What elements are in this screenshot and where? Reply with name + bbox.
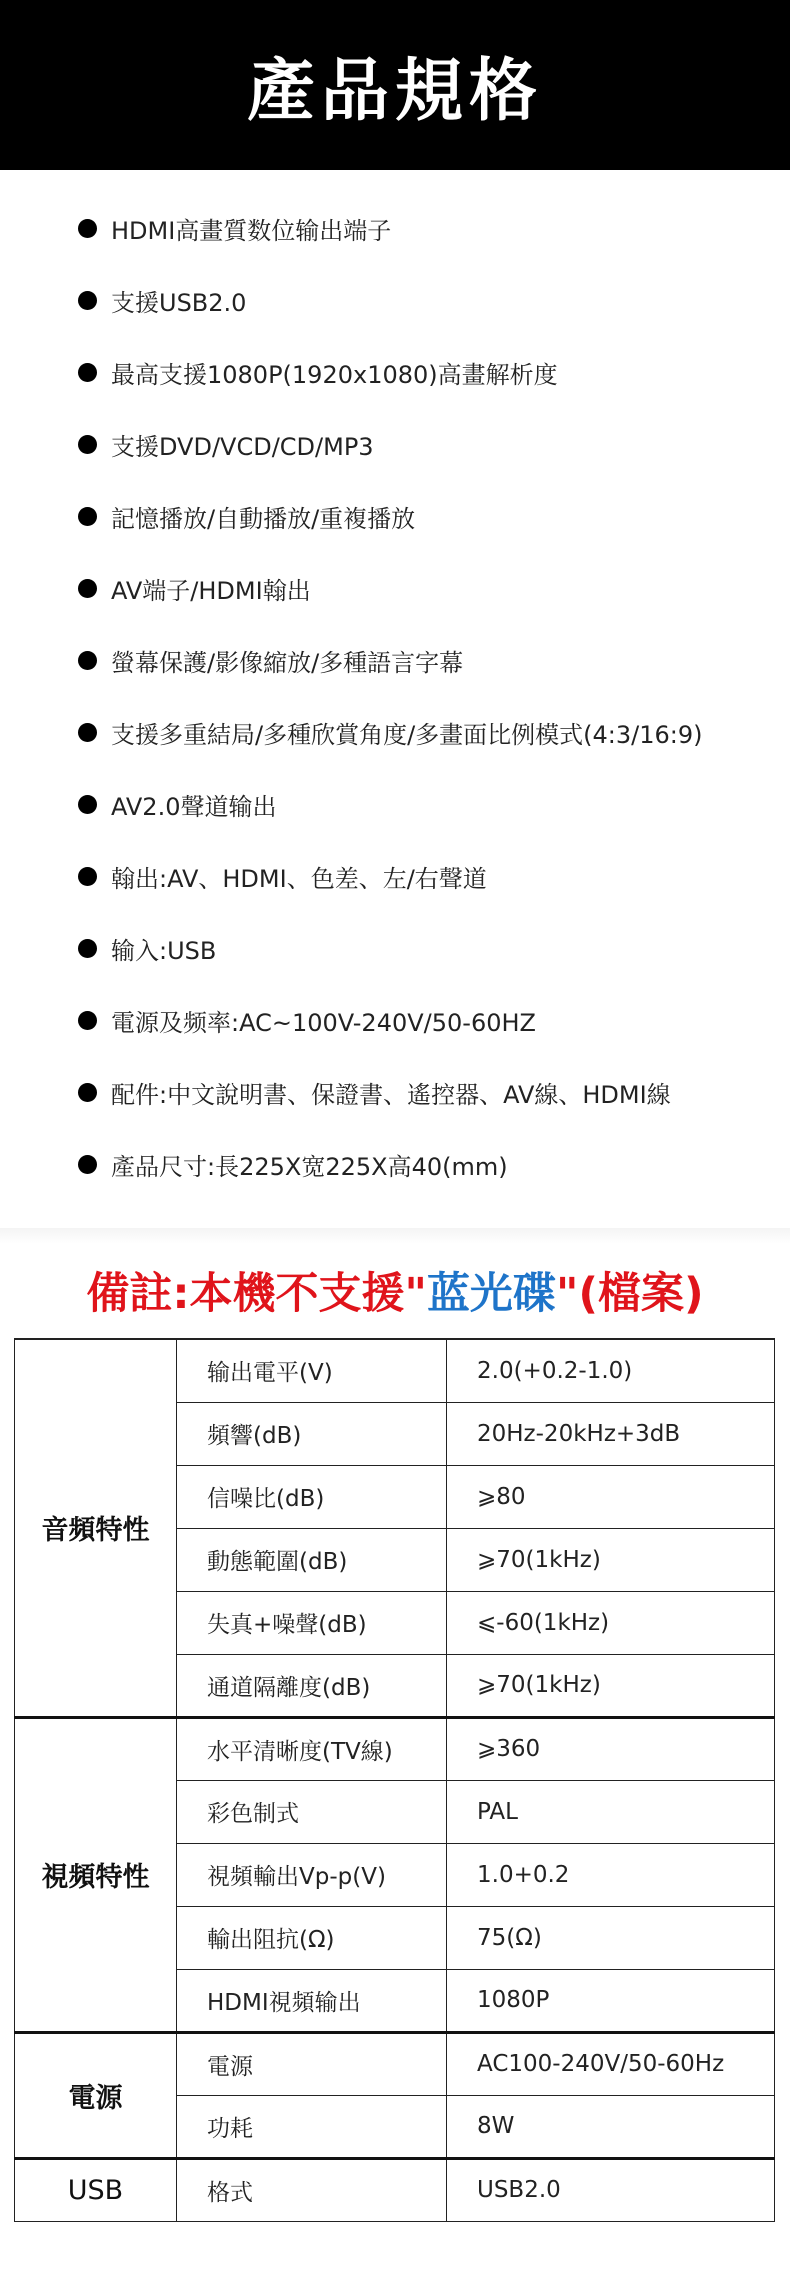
spec-value: ⩾80 — [447, 1465, 775, 1528]
bullet-icon — [78, 363, 97, 382]
spec-item: HDMI視頻输出 — [177, 1969, 447, 2032]
feature-text: 支援多重結局/多種欣賞角度/多畫面比例模式(4:3/16:9) — [111, 720, 703, 749]
spec-item: 格式 — [177, 2158, 447, 2221]
spec-item: 頻響(dB) — [177, 1402, 447, 1465]
feature-item — [78, 496, 415, 536]
feature-item — [78, 280, 246, 320]
spec-value: 2.0(+0.2-1.0) — [447, 1339, 775, 1402]
bullet-icon — [78, 939, 97, 958]
spec-item: 失真+噪聲(dB) — [177, 1591, 447, 1654]
bullet-icon — [78, 579, 97, 598]
group-label-usb: USB — [15, 2158, 177, 2221]
page-header — [0, 0, 790, 170]
spec-item: 水平清晰度(TV線) — [177, 1717, 447, 1780]
spec-value: 8W — [447, 2095, 775, 2158]
feature-item — [78, 208, 391, 248]
spec-value: AC100-240V/50-60Hz — [447, 2032, 775, 2095]
note-banner — [0, 1250, 790, 1330]
bullet-icon — [78, 1011, 97, 1030]
feature-text: 電源及频率:AC~100V-240V/50-60HZ — [111, 1008, 536, 1037]
spec-item: 輸出阻抗(Ω) — [177, 1906, 447, 1969]
note-prefix: 備註:本機不支援" — [86, 1268, 427, 1319]
feature-text: 输入:USB — [111, 936, 217, 965]
spec-value: ⩾360 — [447, 1717, 775, 1780]
spec-item: 信噪比(dB) — [177, 1465, 447, 1528]
spec-value: USB2.0 — [447, 2158, 775, 2221]
feature-text: 產品尺寸:長225X宽225X高40(mm) — [111, 1152, 508, 1181]
spec-value: ⩽-60(1kHz) — [447, 1591, 775, 1654]
bullet-icon — [78, 1155, 97, 1174]
page-title: 產品規格 — [246, 51, 543, 131]
spec-value: ⩾70(1kHz) — [447, 1528, 775, 1591]
bullet-icon — [78, 795, 97, 814]
table-row — [15, 1717, 775, 1780]
group-label-power: 電源 — [15, 2032, 177, 2158]
feature-text: 翰出:AV、HDMI、色差、左/右聲道 — [111, 864, 487, 893]
bullet-icon — [78, 219, 97, 238]
group-label-audio: 音頻特性 — [15, 1339, 177, 1717]
feature-item — [78, 712, 703, 752]
feature-item — [78, 424, 374, 464]
feature-item — [78, 928, 216, 968]
spec-item: 输出電平(V) — [177, 1339, 447, 1402]
feature-item — [78, 1000, 536, 1040]
feature-item — [78, 1072, 671, 1112]
feature-item — [78, 352, 558, 392]
feature-item — [78, 568, 311, 608]
bullet-icon — [78, 291, 97, 310]
table-row — [15, 1339, 775, 1402]
feature-text: AV端子/HDMI翰出 — [111, 576, 311, 605]
bullet-icon — [78, 867, 97, 886]
group-label-video: 視頻特性 — [15, 1717, 177, 2032]
feature-text: 記憶播放/自動播放/重複播放 — [111, 504, 416, 533]
feature-item — [78, 1144, 508, 1184]
feature-item — [78, 640, 463, 680]
feature-text: 支援DVD/VCD/CD/MP3 — [111, 432, 374, 461]
feature-text: 最高支援1080P(1920x1080)高畫解析度 — [111, 360, 558, 389]
feature-item — [78, 856, 487, 896]
spec-value: ⩾70(1kHz) — [447, 1654, 775, 1717]
spec-item: 彩色制式 — [177, 1780, 447, 1843]
spec-item: 通道隔離度(dB) — [177, 1654, 447, 1717]
feature-text: 螢幕保護/影像縮放/多種語言字幕 — [111, 648, 464, 677]
spec-value: 1.0+0.2 — [447, 1843, 775, 1906]
feature-text: AV2.0聲道输出 — [111, 792, 277, 821]
table-row — [15, 2032, 775, 2095]
spec-table — [14, 1338, 775, 2222]
table-row — [15, 2158, 775, 2221]
feature-text: 支援USB2.0 — [111, 288, 247, 317]
bullet-icon — [78, 651, 97, 670]
bullet-icon — [78, 507, 97, 526]
feature-text: 配件:中文說明書、保證書、遙控器、AV線、HDMI線 — [111, 1080, 671, 1109]
spec-value: 20Hz-20kHz+3dB — [447, 1402, 775, 1465]
spec-item: 電源 — [177, 2032, 447, 2095]
bullet-icon — [78, 723, 97, 742]
spec-item: 功耗 — [177, 2095, 447, 2158]
feature-item — [78, 784, 276, 824]
feature-text: HDMI高畫質数位输出端子 — [111, 216, 392, 245]
spec-item: 動態範圍(dB) — [177, 1528, 447, 1591]
spec-value: 75(Ω) — [447, 1906, 775, 1969]
section-divider — [0, 1228, 790, 1244]
note-highlight: 蓝光碟 — [426, 1268, 556, 1319]
spec-value: 1080P — [447, 1969, 775, 2032]
bullet-icon — [78, 1083, 97, 1102]
bullet-icon — [78, 435, 97, 454]
note-suffix: "(檔案) — [555, 1268, 704, 1319]
spec-value: PAL — [447, 1780, 775, 1843]
spec-item: 視頻輸出Vp-p(V) — [177, 1843, 447, 1906]
